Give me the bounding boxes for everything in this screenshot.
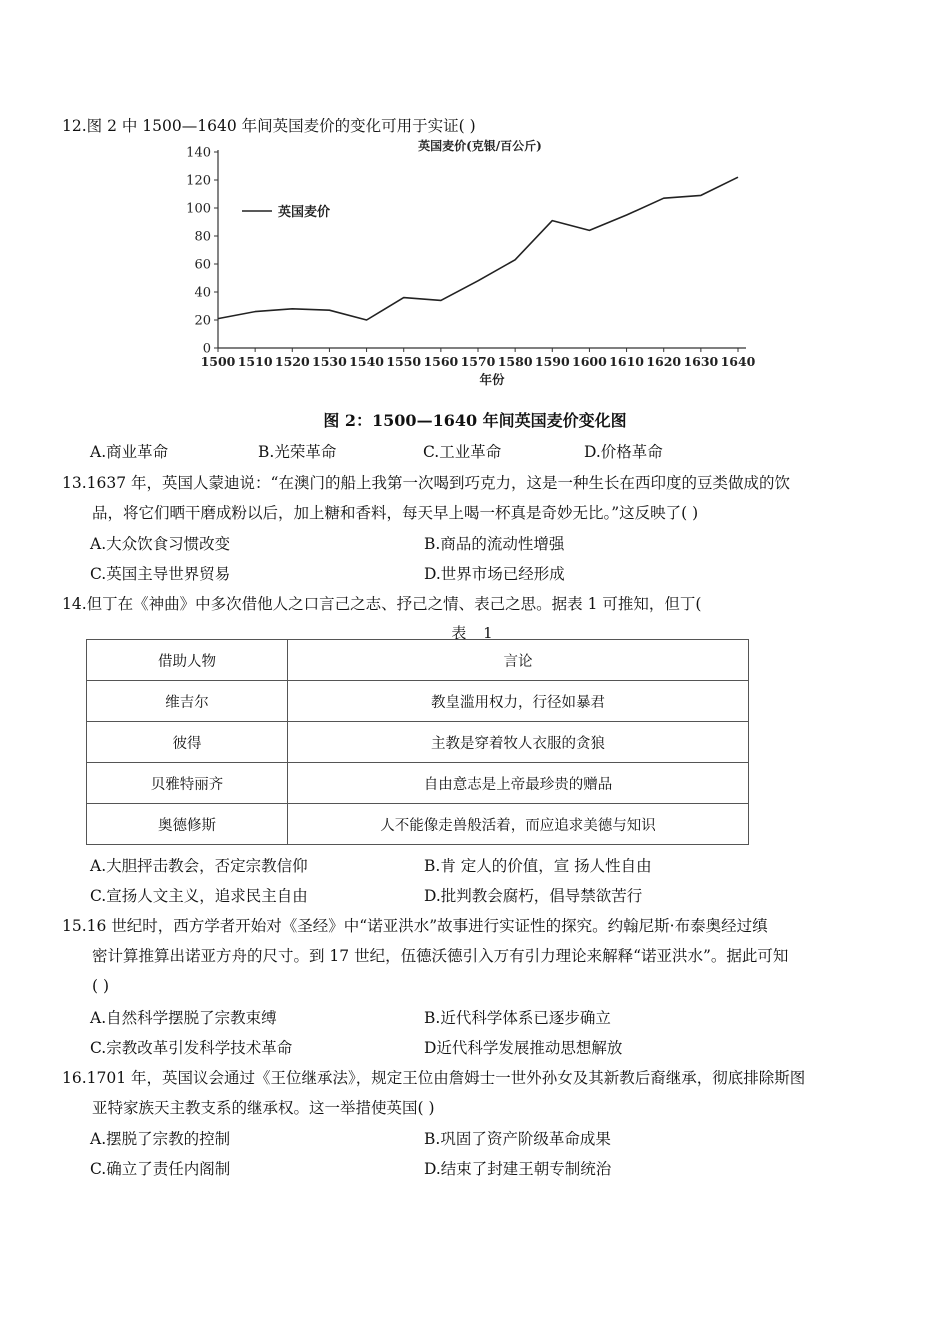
x-tick-label: 1580 [497,354,533,369]
wheat-price-chart [180,136,780,394]
x-tick-label: 1570 [460,354,496,369]
q12-option-b[interactable]: B.光荣革命 [258,443,337,461]
x-tick-label: 1560 [423,354,459,369]
y-tick-label: 120 [186,173,211,189]
q12-option-a[interactable]: A.商业革命 [90,443,169,461]
question-15-answer-blank: ( ) [92,977,110,995]
x-tick-label: 1520 [274,354,310,369]
q16-option-d[interactable]: D.结束了封建王朝专制统治 [424,1160,612,1178]
q13-option-c[interactable]: C.英国主导世界贸易 [90,565,231,583]
y-tick-label: 60 [194,257,211,273]
x-tick-label: 1510 [237,354,273,369]
y-tick-label: 20 [194,313,211,329]
x-tick-label: 1590 [534,354,570,369]
x-tick-label: 1620 [646,354,682,369]
table-row [87,763,749,804]
question-15-stem-cont: 密计算推算出诺亚方舟的尺寸。到 17 世纪，伍德沃德引入万有引力理论来解释“诺亚洪水”。据此可知 [92,947,789,965]
question-16-stem-cont: 亚特家族天主教支系的继承权。这一举措使英国( ) [92,1099,435,1117]
dante-quotes-table [86,639,749,845]
table-cell: 彼得 [87,722,288,763]
table-cell: 教皇滥用权力，行径如暴君 [288,681,749,722]
question-12-stem: 12.图 2 中 1500—1640 年间英国麦价的变化可用于实证( ) [62,117,476,135]
q15-option-b[interactable]: B.近代科学体系已逐步确立 [424,1009,611,1027]
y-tick-label: 100 [186,201,211,217]
table-cell: 自由意志是上帝最珍贵的赠品 [288,763,749,804]
x-axis-label: 年份 [479,372,505,387]
legend-label: 英国麦价 [278,205,331,220]
table-title: 表 1 [451,624,499,642]
x-tick-label: 1550 [386,354,422,369]
table-row [87,804,749,845]
q14-option-a[interactable]: A.大胆抨击教会，否定宗教信仰 [90,857,308,875]
table-cell: 主教是穿着牧人衣服的贪狼 [288,722,749,763]
q12-option-d[interactable]: D.价格革命 [584,443,663,461]
question-16-stem: 16.1701 年，英国议会通过《王位继承法》，规定王位由詹姆士一世外孙女及其新教后裔继承，彻底排除斯图 [62,1069,806,1087]
table-cell: 人不能像走兽般活着，而应追求美德与知识 [288,804,749,845]
figure-caption: 图 2：1500—1640 年间英国麦价变化图 [323,411,627,430]
q15-option-a[interactable]: A.自然科学摆脱了宗教束缚 [90,1009,277,1027]
series-line-wheat-price [218,177,738,320]
q16-option-b[interactable]: B.巩固了资产阶级革命成果 [424,1130,611,1148]
x-tick-label: 1630 [683,354,719,369]
q14-option-d[interactable]: D.批判教会腐朽，倡导禁欲苦行 [424,887,643,905]
x-tick-label: 1530 [312,354,347,369]
chart-title: 英国麦价(克银/百公斤) [418,139,542,153]
table-row [87,722,749,763]
y-tick-label: 140 [186,145,211,161]
table-cell: 维吉尔 [87,681,288,722]
x-tick-label: 1600 [572,354,607,369]
q14-option-c[interactable]: C.宣扬人文主义，追求民主自由 [90,887,308,905]
q16-option-c[interactable]: C.确立了责任内阁制 [90,1160,231,1178]
q16-option-a[interactable]: A.摆脱了宗教的控制 [90,1130,231,1148]
x-tick-label: 1640 [720,354,756,369]
y-tick-label: 80 [194,229,211,245]
q15-option-c[interactable]: C.宗教改革引发科学技术革命 [90,1039,293,1057]
q13-option-d[interactable]: D.世界市场已经形成 [424,565,565,583]
table-header-cell: 借助人物 [87,640,288,681]
table-row [87,681,749,722]
x-tick-label: 1500 [200,354,236,369]
q14-option-b[interactable]: B.肯 定人的价值，宣 扬人性自由 [424,857,652,875]
y-tick-label: 40 [194,285,211,301]
y-tick-label: 0 [202,341,211,357]
question-13-stem-cont: 品，将它们晒干磨成粉以后，加上糖和香料，每天早上喝一杯真是奇妙无比。”这反映了( ) [92,504,699,522]
x-tick-label: 1610 [609,354,644,369]
q12-option-c[interactable]: C.工业革命 [423,443,502,461]
table-cell: 奥德修斯 [87,804,288,845]
table-header-cell: 言论 [288,640,749,681]
question-15-stem: 15.16 世纪时，西方学者开始对《圣经》中“诺亚洪水”故事进行实证性的探究。约翰尼斯·布泰奥经过缜 [62,917,768,935]
q13-option-a[interactable]: A.大众饮食习惯改变 [90,535,231,553]
table-cell: 贝雅特丽齐 [87,763,288,804]
q13-option-b[interactable]: B.商品的流动性增强 [424,535,565,553]
x-tick-label: 1540 [349,354,384,369]
q15-option-d[interactable]: D近代科学发展推动思想解放 [424,1039,623,1057]
question-14-stem: 14.但丁在《神曲》中多次借他人之口言己之志、抒己之情、表己之思。据表 1 可推知，但丁( [62,595,702,613]
table-header-row [87,640,749,681]
question-13-stem: 13.1637 年，英国人蒙迪说：“在澳门的船上我第一次喝到巧克力，这是一种生长在西印度的豆类做成的饮 [62,474,790,492]
